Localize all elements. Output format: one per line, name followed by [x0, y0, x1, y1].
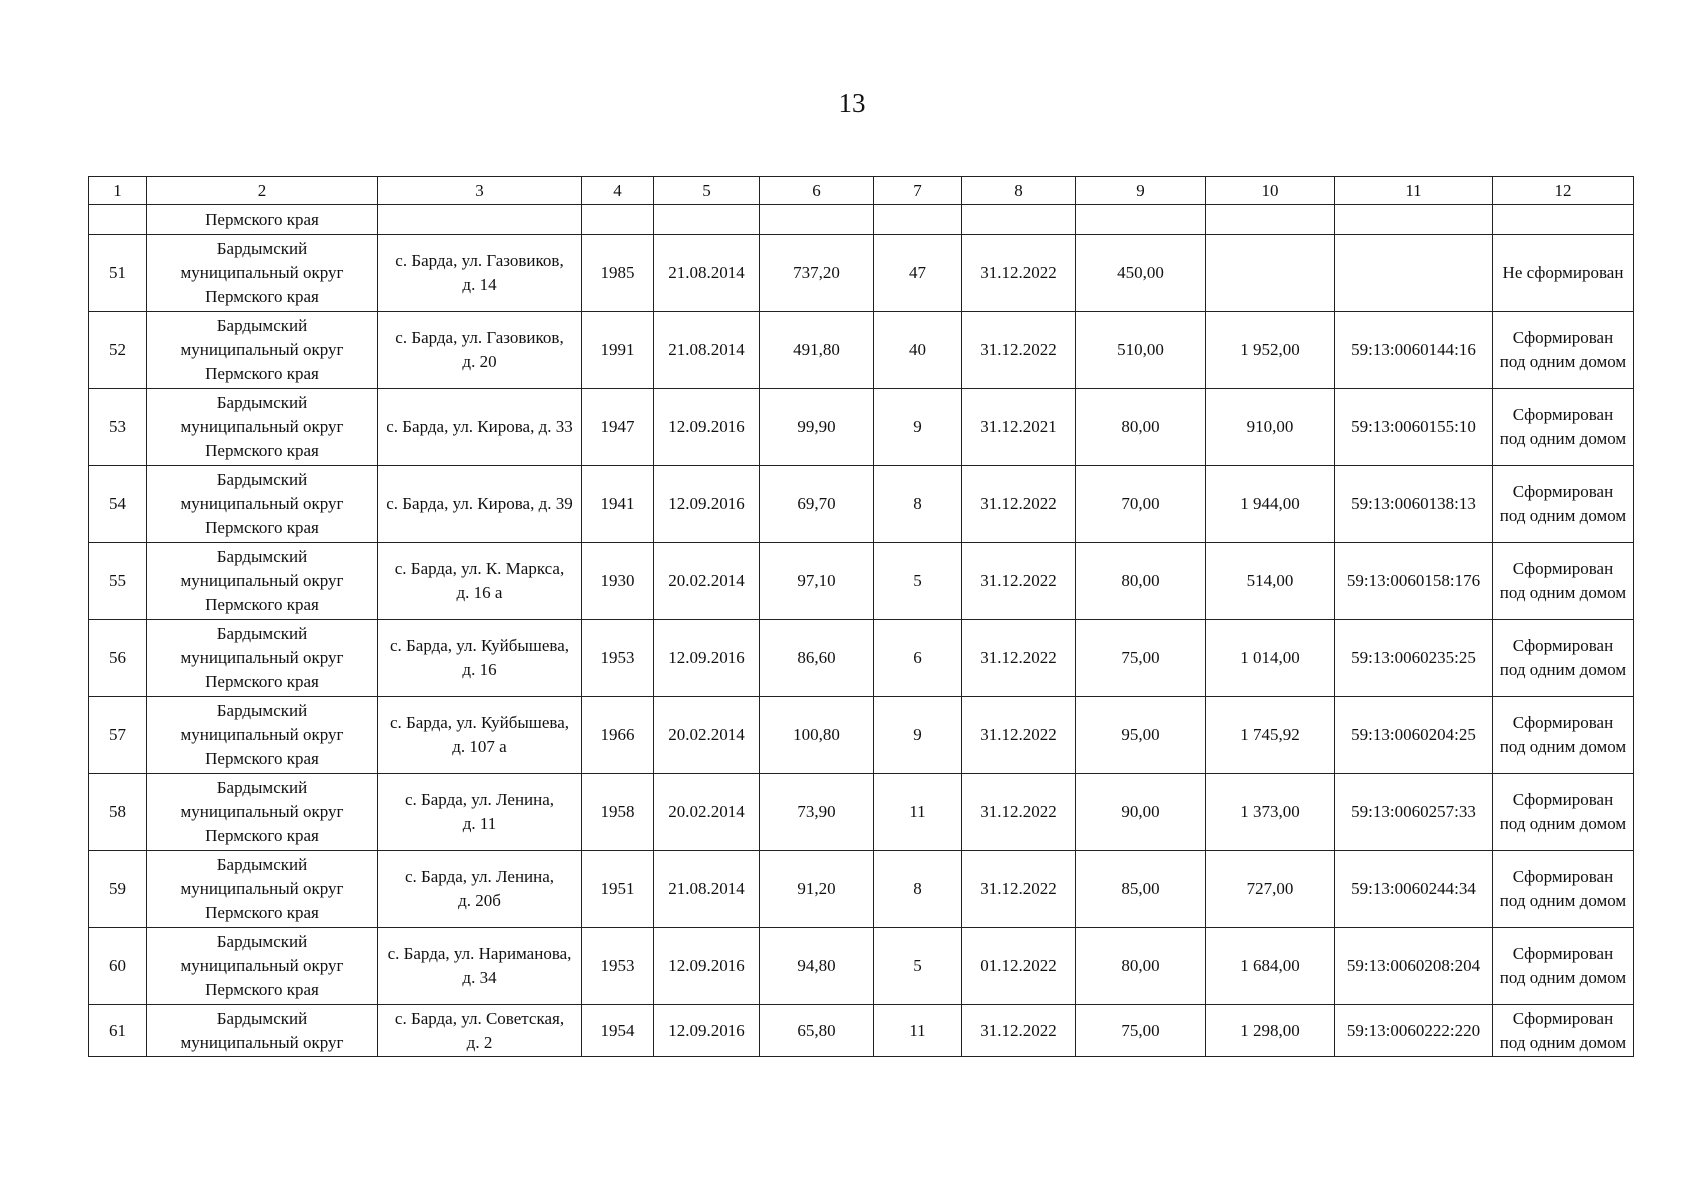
owner-cell: [147, 235, 378, 312]
status-line: Сформирован: [1512, 1008, 1614, 1028]
row-number-cell: 59: [89, 851, 147, 928]
column-number: 6: [760, 177, 874, 205]
row-number-cell: 61: [89, 1005, 147, 1057]
area-cell: 491,80: [760, 312, 874, 389]
year-cell: 1930: [582, 543, 654, 620]
status-cell: [1493, 1005, 1634, 1057]
area-cell: 99,90: [760, 389, 874, 466]
row-number-cell: 57: [89, 697, 147, 774]
area-cell: 94,80: [760, 928, 874, 1005]
value-cell: 1 684,00: [1206, 928, 1335, 1005]
address-line: д. 34: [462, 968, 497, 987]
status-line: под одним домом: [1499, 660, 1627, 679]
row-number-cell: 58: [89, 774, 147, 851]
cadastral-number-cell: 59:13:0060144:16: [1335, 312, 1493, 389]
value-cell: 90,00: [1076, 774, 1206, 851]
owner-line: Бардымский: [216, 855, 308, 874]
value-cell: 1 298,00: [1206, 1005, 1335, 1057]
status-line: Сформирован: [1512, 713, 1614, 732]
row-number-cell: 55: [89, 543, 147, 620]
address-line: с. Барда, ул. Куйбышева,: [389, 636, 570, 655]
column-number: 2: [147, 177, 378, 205]
owner-line: Бардымский: [216, 778, 308, 797]
residents-cell: 5: [874, 543, 962, 620]
column-number: 5: [654, 177, 760, 205]
value-cell: 514,00: [1206, 543, 1335, 620]
row-number-cell: 56: [89, 620, 147, 697]
owner-line: Пермского края: [205, 980, 319, 999]
date-cell: 12.09.2016: [654, 466, 760, 543]
owner-cell: [147, 1005, 378, 1057]
owner-cell: [147, 543, 378, 620]
table-row: [89, 697, 1634, 774]
owner-line: Пермского края: [205, 441, 319, 460]
value-cell: 75,00: [1076, 1005, 1206, 1057]
owner-cell: [147, 620, 378, 697]
owner-line: Бардымский: [216, 393, 308, 412]
date-cell: 12.09.2016: [654, 1005, 760, 1057]
page-number: 13: [838, 88, 866, 118]
column-number-row: [89, 177, 1634, 205]
year-cell: 1953: [582, 620, 654, 697]
area-cell: 737,20: [760, 235, 874, 312]
column-number: 7: [874, 177, 962, 205]
address-line: с. Барда, ул. Ленина,: [404, 867, 555, 886]
address-line: с. Барда, ул. Газовиков,: [395, 251, 564, 270]
owner-line: Бардымский: [216, 470, 308, 489]
residents-cell: 40: [874, 312, 962, 389]
owner-line: Пермского края: [205, 826, 319, 845]
table-row: [89, 543, 1634, 620]
status-line: под одним домом: [1499, 891, 1627, 910]
cell: [760, 205, 874, 235]
status-line: под одним домом: [1499, 506, 1627, 525]
owner-line: Пермского края: [205, 518, 319, 537]
table-row: [89, 1005, 1634, 1057]
owner-line: Бардымский: [216, 624, 308, 643]
deadline-cell: 31.12.2022: [962, 620, 1076, 697]
residents-cell: 11: [874, 774, 962, 851]
address-line: д. 2: [466, 1032, 493, 1052]
status-cell: [1493, 543, 1634, 620]
owner-line: Бардымский: [216, 1008, 308, 1028]
table-row: [89, 774, 1634, 851]
column-number: 3: [378, 177, 582, 205]
deadline-cell: 31.12.2022: [962, 235, 1076, 312]
owner-line: муниципальный округ: [180, 571, 344, 590]
residents-cell: 6: [874, 620, 962, 697]
residents-cell: 5: [874, 928, 962, 1005]
cadastral-number-cell: 59:13:0060222:220: [1335, 1005, 1493, 1057]
address-cell: [378, 235, 582, 312]
owner-line: Пермского края: [205, 595, 319, 614]
value-cell: 510,00: [1076, 312, 1206, 389]
status-cell: [1493, 389, 1634, 466]
status-line: под одним домом: [1499, 429, 1627, 448]
value-cell: 1 745,92: [1206, 697, 1335, 774]
owner-line: муниципальный округ: [180, 494, 344, 513]
status-line: Сформирован: [1512, 559, 1614, 578]
year-cell: 1985: [582, 235, 654, 312]
date-cell: 20.02.2014: [654, 774, 760, 851]
status-line: Не сформирован: [1502, 263, 1624, 282]
year-cell: 1954: [582, 1005, 654, 1057]
status-line: под одним домом: [1499, 968, 1627, 987]
address-line: с. Барда, ул. Куйбышева,: [389, 713, 570, 732]
owner-line: Бардымский: [216, 316, 308, 335]
date-cell: 21.08.2014: [654, 235, 760, 312]
owner-line: муниципальный округ: [180, 340, 344, 359]
value-cell: 450,00: [1076, 235, 1206, 312]
value-cell: 75,00: [1076, 620, 1206, 697]
status-cell: [1493, 620, 1634, 697]
address-cell: [378, 928, 582, 1005]
year-cell: 1958: [582, 774, 654, 851]
column-number: 8: [962, 177, 1076, 205]
cell: [1206, 205, 1335, 235]
owner-line: муниципальный округ: [180, 1032, 344, 1052]
area-cell: 100,80: [760, 697, 874, 774]
column-number: 10: [1206, 177, 1335, 205]
status-cell: [1493, 928, 1634, 1005]
column-number: 9: [1076, 177, 1206, 205]
status-cell: [1493, 235, 1634, 312]
value-cell: 1 373,00: [1206, 774, 1335, 851]
value-cell: 910,00: [1206, 389, 1335, 466]
date-cell: 12.09.2016: [654, 928, 760, 1005]
cadastral-number-cell: 59:13:0060155:10: [1335, 389, 1493, 466]
status-cell: [1493, 466, 1634, 543]
year-cell: 1966: [582, 697, 654, 774]
value-cell: [1206, 235, 1335, 312]
address-line: с. Барда, ул. Кирова, д. 33: [386, 417, 573, 436]
table-row: [89, 851, 1634, 928]
address-line: с. Барда, ул. Советская,: [394, 1008, 565, 1028]
owner-line: Пермского края: [205, 672, 319, 691]
owner-line: муниципальный округ: [180, 879, 344, 898]
area-cell: 91,20: [760, 851, 874, 928]
owner-line: Пермского края: [205, 287, 319, 306]
date-cell: 20.02.2014: [654, 697, 760, 774]
deadline-cell: 31.12.2022: [962, 851, 1076, 928]
deadline-cell: 31.12.2022: [962, 697, 1076, 774]
owner-line: Бардымский: [216, 932, 308, 951]
status-line: Сформирован: [1512, 636, 1614, 655]
row-number-cell: 54: [89, 466, 147, 543]
cell: [582, 205, 654, 235]
area-cell: 69,70: [760, 466, 874, 543]
owner-line: Пермского края: [205, 749, 319, 768]
owner-line: муниципальный округ: [180, 956, 344, 975]
owner-line: муниципальный округ: [180, 263, 344, 282]
cadastral-number-cell: 59:13:0060158:176: [1335, 543, 1493, 620]
owner-cell: [147, 466, 378, 543]
residents-cell: 9: [874, 697, 962, 774]
area-cell: 97,10: [760, 543, 874, 620]
deadline-cell: 31.12.2021: [962, 389, 1076, 466]
column-number: 11: [1335, 177, 1493, 205]
residents-cell: 47: [874, 235, 962, 312]
owner-cell: [147, 697, 378, 774]
owner-line: Пермского края: [205, 364, 319, 383]
cell: [1076, 205, 1206, 235]
owner-line: муниципальный округ: [180, 802, 344, 821]
deadline-cell: 31.12.2022: [962, 543, 1076, 620]
cell: [89, 205, 147, 235]
address-cell: [378, 389, 582, 466]
table-row: [89, 466, 1634, 543]
address-cell: [378, 851, 582, 928]
cadastral-number-cell: 59:13:0060208:204: [1335, 928, 1493, 1005]
value-cell: 95,00: [1076, 697, 1206, 774]
status-line: под одним домом: [1499, 352, 1627, 371]
owner-cell: [147, 851, 378, 928]
value-cell: 727,00: [1206, 851, 1335, 928]
cadastral-number-cell: 59:13:0060235:25: [1335, 620, 1493, 697]
address-line: с. Барда, ул. Кирова, д. 39: [386, 494, 573, 513]
residents-cell: 9: [874, 389, 962, 466]
owner-line: Бардымский: [216, 701, 308, 720]
table-row: [89, 389, 1634, 466]
deadline-cell: 31.12.2022: [962, 312, 1076, 389]
address-cell: [378, 466, 582, 543]
cell: [654, 205, 760, 235]
housing-table: [88, 176, 1634, 1057]
cadastral-number-cell: 59:13:0060138:13: [1335, 466, 1493, 543]
area-cell: 73,90: [760, 774, 874, 851]
value-cell: 85,00: [1076, 851, 1206, 928]
owner-cell: [147, 312, 378, 389]
cadastral-number-cell: 59:13:0060204:25: [1335, 697, 1493, 774]
table-row: [89, 312, 1634, 389]
status-line: под одним домом: [1499, 583, 1627, 602]
year-cell: 1947: [582, 389, 654, 466]
value-cell: 80,00: [1076, 928, 1206, 1005]
value-cell: 70,00: [1076, 466, 1206, 543]
address-cell: [378, 620, 582, 697]
area-cell: 65,80: [760, 1005, 874, 1057]
year-cell: 1991: [582, 312, 654, 389]
owner-cell: [147, 389, 378, 466]
status-line: под одним домом: [1499, 1032, 1627, 1052]
continuation-row: [89, 205, 1634, 235]
address-line: с. Барда, ул. Ленина,: [404, 790, 555, 809]
address-line: д. 16 а: [456, 583, 503, 602]
cadastral-number-cell: 59:13:0060244:34: [1335, 851, 1493, 928]
cadastral-number-cell: [1335, 235, 1493, 312]
date-cell: 12.09.2016: [654, 620, 760, 697]
owner-line: муниципальный округ: [180, 648, 344, 667]
address-line: д. 14: [462, 275, 497, 294]
cell: [874, 205, 962, 235]
row-number-cell: 52: [89, 312, 147, 389]
owner-line: муниципальный округ: [180, 417, 344, 436]
address-line: д. 11: [462, 814, 497, 833]
status-line: Сформирован: [1512, 790, 1614, 809]
address-line: с. Барда, ул. Нариманова,: [387, 944, 572, 963]
value-cell: 80,00: [1076, 389, 1206, 466]
value-cell: 1 952,00: [1206, 312, 1335, 389]
address-cell: [378, 774, 582, 851]
status-cell: [1493, 697, 1634, 774]
value-cell: 1 944,00: [1206, 466, 1335, 543]
owner-line: Пермского края: [205, 903, 319, 922]
address-line: с. Барда, ул. К. Маркса,: [394, 559, 565, 578]
owner-line: Бардымский: [216, 547, 308, 566]
date-cell: 12.09.2016: [654, 389, 760, 466]
year-cell: 1953: [582, 928, 654, 1005]
year-cell: 1941: [582, 466, 654, 543]
residents-cell: 11: [874, 1005, 962, 1057]
address-line: д. 107 а: [452, 737, 507, 756]
table-row: [89, 235, 1634, 312]
address-line: с. Барда, ул. Газовиков,: [395, 328, 564, 347]
date-cell: 20.02.2014: [654, 543, 760, 620]
deadline-cell: 31.12.2022: [962, 774, 1076, 851]
address-cell: [378, 697, 582, 774]
owner-cell: [147, 774, 378, 851]
address-line: д. 16: [462, 660, 497, 679]
table-body: [89, 177, 1634, 1057]
table-row: [89, 928, 1634, 1005]
address-cell: [378, 312, 582, 389]
column-number: 12: [1493, 177, 1634, 205]
value-cell: 80,00: [1076, 543, 1206, 620]
deadline-cell: 31.12.2022: [962, 466, 1076, 543]
residents-cell: 8: [874, 851, 962, 928]
deadline-cell: 31.12.2022: [962, 1005, 1076, 1057]
cell: [962, 205, 1076, 235]
deadline-cell: 01.12.2022: [962, 928, 1076, 1005]
owner-line: Бардымский: [216, 239, 308, 258]
address-cell: [378, 543, 582, 620]
status-line: Сформирован: [1512, 405, 1614, 424]
column-number: 1: [89, 177, 147, 205]
cell: [1493, 205, 1634, 235]
row-number-cell: 60: [89, 928, 147, 1005]
status-line: под одним домом: [1499, 814, 1627, 833]
status-cell: [1493, 312, 1634, 389]
date-cell: 21.08.2014: [654, 312, 760, 389]
status-line: под одним домом: [1499, 737, 1627, 756]
year-cell: 1951: [582, 851, 654, 928]
table-row: [89, 620, 1634, 697]
residents-cell: 8: [874, 466, 962, 543]
cell: [1335, 205, 1493, 235]
status-line: Сформирован: [1512, 867, 1614, 886]
owner-cell: [147, 928, 378, 1005]
owner-cell: Пермского края: [147, 205, 378, 235]
column-number: 4: [582, 177, 654, 205]
cell: [378, 205, 582, 235]
cadastral-number-cell: 59:13:0060257:33: [1335, 774, 1493, 851]
status-cell: [1493, 851, 1634, 928]
address-line: д. 20: [462, 352, 497, 371]
row-number-cell: 51: [89, 235, 147, 312]
status-cell: [1493, 774, 1634, 851]
status-line: Сформирован: [1512, 944, 1614, 963]
area-cell: 86,60: [760, 620, 874, 697]
address-cell: [378, 1005, 582, 1057]
address-line: д. 20б: [458, 891, 501, 910]
status-line: Сформирован: [1512, 328, 1614, 347]
date-cell: 21.08.2014: [654, 851, 760, 928]
owner-line: муниципальный округ: [180, 725, 344, 744]
status-line: Сформирован: [1512, 482, 1614, 501]
value-cell: 1 014,00: [1206, 620, 1335, 697]
row-number-cell: 53: [89, 389, 147, 466]
